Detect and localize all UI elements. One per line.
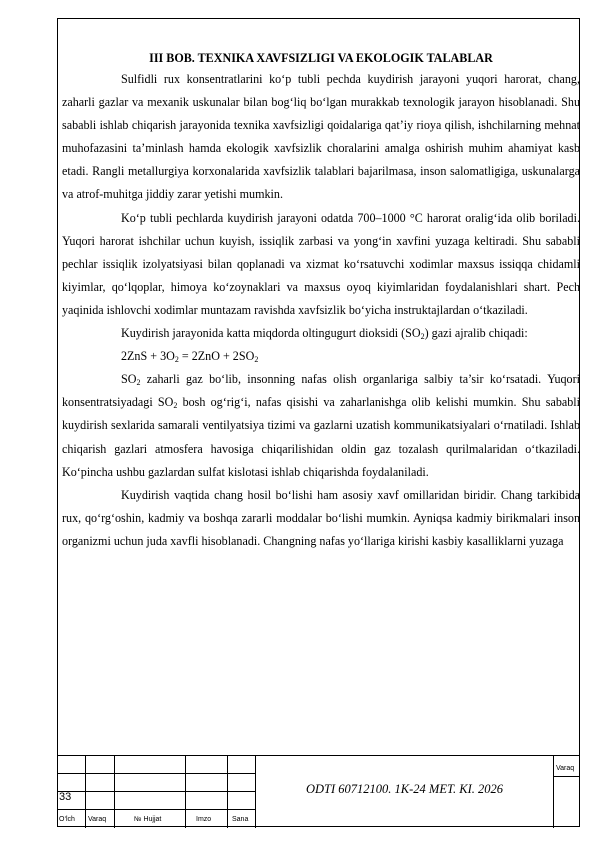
subscript: 2 [174,355,179,365]
stamp-divider [114,756,115,828]
text-run: ) gazi ajralib chiqadi: [424,326,528,341]
paragraph-so2 [62,322,580,345]
text-run: SO [121,372,137,387]
stamp-divider [185,756,186,828]
stamp-divider [85,756,86,828]
paragraph-so2-effects [62,368,580,483]
stamp-row-line [57,773,255,774]
stamp-row-line [57,809,255,810]
document-body [62,48,580,553]
stamp-row-line [553,776,580,777]
chapter-heading: III BOB. TEXNIKA XAVFSIZLIGI VA EKOLOGIK TALABLAR [149,51,493,65]
paragraph-intro: Sulfidli rux konsentratlarini ko‘p tubli pechda kuydirish jarayoni yuqori harorat, chang, zaharli gazlar va mexanik uskunalar bilan bog‘liq bo‘lgan murakkab texnologik jarayon hisoblanadi. Shu sababli ishlab chiqarish jarayonida texnika xavfsizligi qoidalariga qat’iy rioya qilish, ishchilarning mehnat muhofazasini ta’minlash hamda ekologik xavfsizlik choralarini amalga oshirish muhim ahamiyat kasb etadi. Rangli metallurgiya korxonalarida xavfsizlik talablari bajarilmasa, inson salomatligiga, uskunalarga va atrof-muhitga jiddiy zarar yetishi mumkin. [62,72,580,202]
text-run: Kuydirish jarayonida katta miqdorda oltingugurt dioksidi (SO [121,326,421,341]
document-code: ODTI 60712100. 1K-24 MET. KI. 2026 [306,782,503,796]
column-signature: Imzo [196,816,212,823]
sheet-label: Varaq [556,765,575,772]
stamp-divider [227,756,228,828]
equation-part: = 2ZnO + 2SO [178,349,255,364]
reaction-equation [62,345,580,368]
subscript: 2 [173,401,178,411]
title-block [57,755,580,827]
column-change: O‘lch [59,816,75,823]
page-number: 33 [59,791,72,803]
text-run: bosh og‘rig‘i, nafas qisishi va zaharlanishga olib kelishi mumkin. Shu sababli kuydirish sexlarida samarali ventilyatsiya tizimi va gazlarni uzatish kommunikatsiyalari o‘rnatiladi. Ishlab chiqarish gazlari atmosfera havosiga chiqarilishidan oldin gaz tozalash qurilmalaridan o‘tkaziladi. Ko‘pincha ushbu gazlardan sulfat kislotasi ishlab chiqarishda foydalaniladi. [62,395,580,479]
column-document-number: № Hujjat [134,816,162,823]
subscript: 2 [254,355,259,365]
subscript: 2 [136,378,141,388]
paragraph-temperature: Ko‘p tubli pechlarda kuydirish jarayoni odatda 700–1000 °C harorat oralig‘ida olib boriladi. Yuqori harorat ishchilar uchun kuyish, issiqlik zarbasi va yong‘in xavfini yuzaga keltiradi. Shu sababli pechlar issiqlik izolyatsiyasi bilan qoplanadi va xizmat ko‘rsatuvchi xodimlar maxsus issiqqa chidamli kiyimlar, qo‘lqoplar, himoya ko‘zoynaklari va maxsus oyoq kiyimlaridan foydalanishlari shart. Pech yaqinida ishlovchi xodimlar muntazam ravishda xavfsizlik bo‘yicha instruktajlardan o‘tkaziladi. [62,210,580,317]
paragraph-dust: Kuydirish vaqtida chang hosil bo‘lishi ham asosiy xavf omillaridan biridir. Chang tarkibida rux, qo‘rg‘oshin, kadmiy va boshqa zararli moddalar bo‘lishi mumkin. Ayniqsa kadmiy birikmalari inson organizmi uchun juda xavfli hisoblanadi. Changning nafas yo‘llariga kirishi kasbiy kasalliklarni yuzaga [62,487,580,548]
stamp-divider [255,756,256,828]
stamp-divider [553,756,554,828]
column-sheet: Varaq [88,816,107,823]
text-run: zaharli gaz bo‘lib, insonning nafas olish organlariga salbiy ta’sir ko‘rsatadi. Yuqori konsentratsiyadagi SO [62,372,580,410]
stamp-row-line [57,791,255,792]
subscript: 2 [420,332,425,342]
equation-part: 2ZnS + 3O [121,349,175,364]
column-date: Sana [232,816,249,823]
